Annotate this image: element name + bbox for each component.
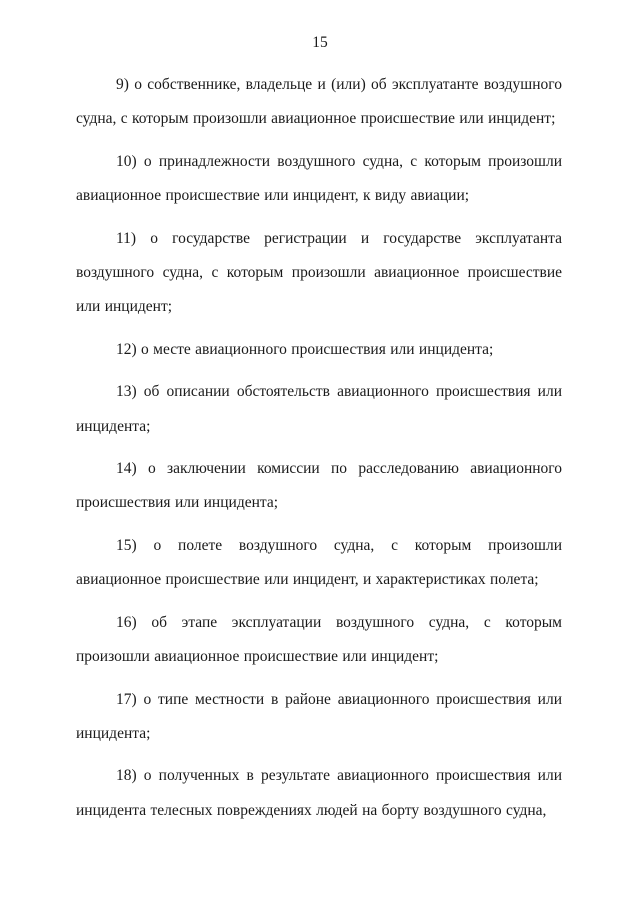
list-item-10: 10) о принадлежности воздушного судна, с которым произошли авиационное происшествие или инцидент, к виду авиации; [76,152,562,205]
document-body [76,68,562,836]
list-item-15: 15) о полете воздушного судна, с которым произошли авиационное происшествие или инцидент, и характеристиках полета; [76,536,562,589]
page-number: 15 [312,34,328,51]
list-item-12: 12) о месте авиационного происшествия или инцидента; [116,340,494,358]
list-item-11: 11) о государстве регистрации и государстве эксплуатанта воздушного судна, с которым произошли авиационное происшествие или инцидент; [76,229,562,316]
list-item-17: 17) о типе местности в районе авиационного происшествия или инцидента; [76,690,562,742]
list-item-9: 9) о собственнике, владельце и (или) об эксплуатанте воздушного судна, с которым произошли авиационное происшествие или инцидент; [76,76,562,128]
list-item-16: 16) об этапе эксплуатации воздушного судна, с которым произошли авиационное происшествие или инцидент; [76,613,562,666]
list-item-13: 13) об описании обстоятельств авиационного происшествия или инцидента; [76,383,562,435]
list-item-14: 14) о заключении комиссии по расследованию авиационного происшествия или инцидента; [76,460,562,512]
list-item-18: 18) о полученных в результате авиационного происшествия или инцидента телесных повреждениях людей на борту воздушного судна, [76,767,562,819]
